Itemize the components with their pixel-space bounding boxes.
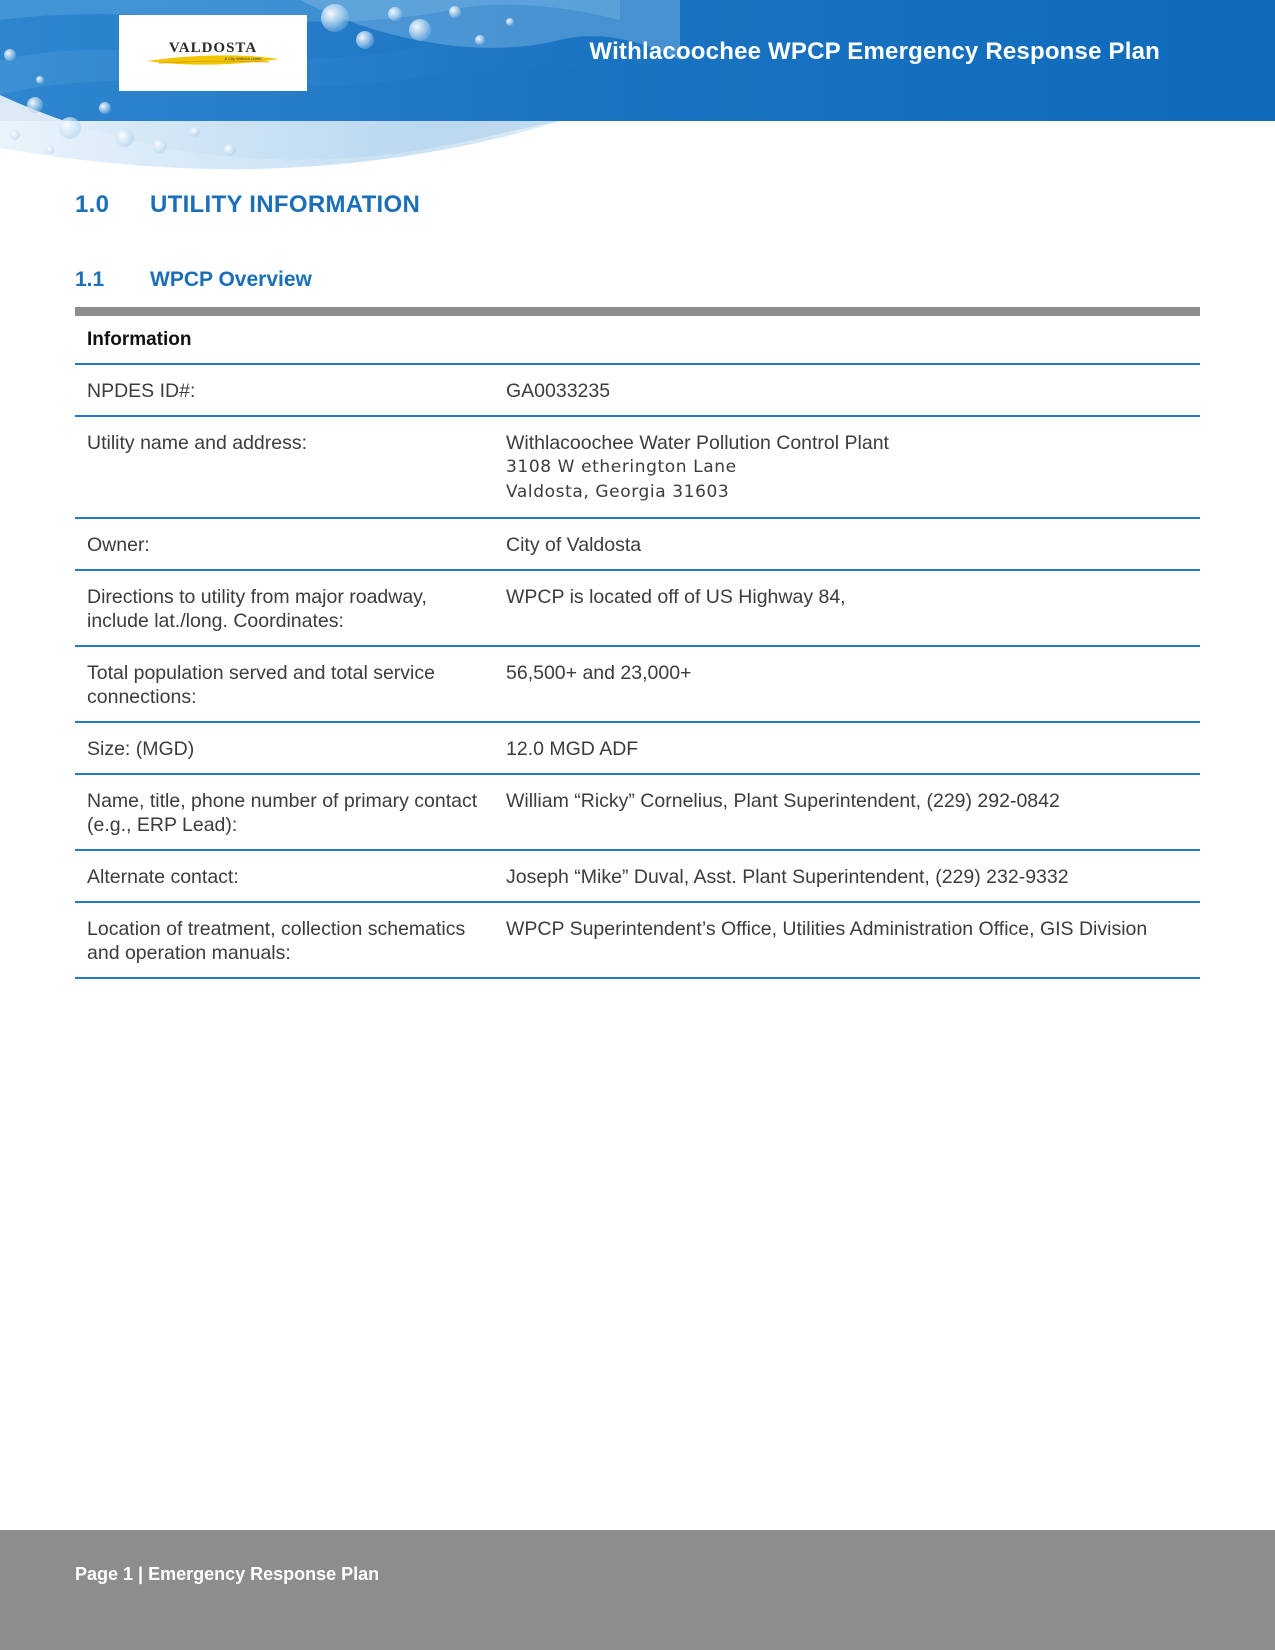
row-value — [494, 417, 1200, 517]
table-row — [75, 417, 1200, 519]
table-row — [75, 775, 1200, 851]
row-label: NPDES ID#: — [87, 380, 196, 402]
row-label: Name, title, phone number of primary contact (e.g., ERP Lead): — [87, 790, 478, 836]
svg-text:A City Without Limits: A City Without Limits — [224, 56, 262, 61]
row-label: Utility name and address: — [87, 432, 308, 454]
row-label: Total population served and total service connections: — [87, 662, 435, 708]
table-header: Information — [75, 316, 1200, 365]
table-row — [75, 571, 1200, 647]
svg-text:VALDOSTA: VALDOSTA — [168, 40, 258, 56]
row-label: Directions to utility from major roadway, include lat./long. Coordinates: — [87, 586, 427, 632]
footer-page-label: Page 1 | Emergency Response Plan — [75, 1564, 380, 1584]
table-row — [75, 851, 1200, 903]
subsection-number: 1.1 — [75, 268, 105, 291]
table-row — [75, 365, 1200, 417]
row-label: Alternate contact: — [87, 866, 239, 888]
page-footer — [0, 1530, 1275, 1650]
address-line-1: 3108 W etherington Lane — [506, 457, 737, 477]
table-row — [75, 519, 1200, 571]
valdosta-logo — [119, 15, 307, 91]
row-value: Joseph “Mike” Duval, Asst. Plant Superintendent, (229) 232-9332 — [506, 866, 1069, 888]
document-title: Withlacoochee WPCP Emergency Response Plan — [589, 38, 1160, 65]
page-header — [0, 0, 1275, 175]
row-label: Owner: — [87, 534, 150, 556]
row-value: WPCP Superintendent’s Office, Utilities Administration Office, GIS Division — [506, 918, 1148, 940]
table-row — [75, 647, 1200, 723]
valdosta-logo-icon — [119, 15, 307, 91]
section-title: UTILITY INFORMATION — [150, 191, 421, 218]
table-row — [75, 903, 1200, 979]
subsection-heading — [75, 268, 312, 292]
utility-name: Withlacoochee Water Pollution Control Plant — [506, 432, 889, 454]
row-value: City of Valdosta — [506, 534, 642, 556]
address-line-2: Valdosta, Georgia 31603 — [506, 482, 730, 502]
row-value: William “Ricky” Cornelius, Plant Superintendent, (229) 292-0842 — [506, 790, 1060, 812]
row-value: WPCP is located off of US Highway 84, — [506, 586, 846, 608]
table-top-rule — [75, 307, 1200, 316]
row-value: 12.0 MGD ADF — [506, 738, 639, 760]
table-row — [75, 723, 1200, 775]
row-label: Size: (MGD) — [87, 738, 195, 760]
row-value: GA0033235 — [506, 380, 611, 402]
row-value: 56,500+ and 23,000+ — [506, 662, 692, 684]
section-number: 1.0 — [75, 191, 110, 218]
subsection-title: WPCP Overview — [150, 268, 312, 291]
utility-information-table — [75, 307, 1200, 979]
section-heading — [75, 191, 420, 219]
row-label: Location of treatment, collection schematics and operation manuals: — [87, 918, 466, 964]
